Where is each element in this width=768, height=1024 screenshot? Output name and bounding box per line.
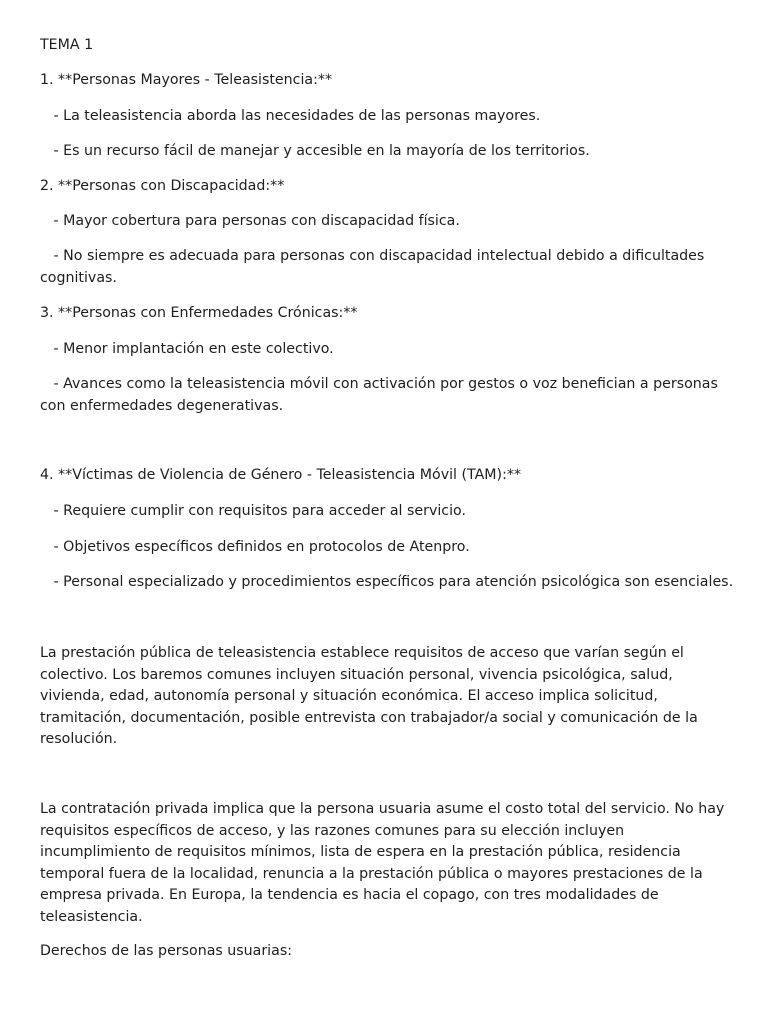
section-4-title: 4. **Víctimas de Violencia de Género - Teleasistencia Móvil (TAM):** [40, 467, 522, 483]
section-2-item-1: - Mayor cobertura para personas con discapacidad física. [40, 213, 460, 229]
document-heading: TEMA 1 [40, 37, 94, 53]
section-2-item-2: - No siempre es adecuada para personas con discapacidad intelectual debido a dificultades cognitivas. [40, 248, 709, 286]
section-1-item-2: - Es un recurso fácil de manejar y accesible en la mayoría de los territorios. [40, 143, 590, 159]
paragraph-public-provision: La prestación pública de teleasistencia establece requisitos de acceso que varían según el colectivo. Los baremos comunes incluyen situación personal, vivencia psicológica, salud, vivienda, edad, autonomía personal y situación económica. El acceso implica solicitud, tramitación, documentación, posible entrevista con trabajador/a social y comunicación de la resolución. [40, 645, 698, 747]
section-1-item-1: - La teleasistencia aborda las necesidades de las personas mayores. [40, 108, 541, 124]
section-3-title: 3. **Personas con Enfermedades Crónicas:** [40, 305, 358, 321]
rights-heading: Derechos de las personas usuarias: [40, 943, 292, 959]
section-4-item-1: - Requiere cumplir con requisitos para acceder al servicio. [40, 503, 466, 519]
section-1-title: 1. **Personas Mayores - Teleasistencia:** [40, 72, 333, 88]
section-4-item-3: - Personal especializado y procedimientos específicos para atención psicológica son esenciales. [40, 574, 734, 590]
section-4-item-2: - Objetivos específicos definidos en protocolos de Atenpro. [40, 539, 470, 555]
section-3-item-2: - Avances como la teleasistencia móvil con activación por gestos o voz benefician a personas con enfermedades degenerativas. [40, 376, 723, 414]
section-3-item-1: - Menor implantación en este colectivo. [40, 341, 334, 357]
paragraph-private-contracting: La contratación privada implica que la persona usuaria asume el costo total del servicio. No hay requisitos específicos de acceso, y las razones comunes para su elección incluyen incumplimiento de requisitos mínimos, lista de espera en la prestación pública, residencia temporal fuera de la localidad, renuncia a la prestación pública o mayores prestaciones de la empresa privada. En Europa, la tendencia es hacia el copago, con tres modalidades de teleasistencia. [40, 801, 725, 925]
section-2-title: 2. **Personas con Discapacidad:** [40, 178, 285, 194]
